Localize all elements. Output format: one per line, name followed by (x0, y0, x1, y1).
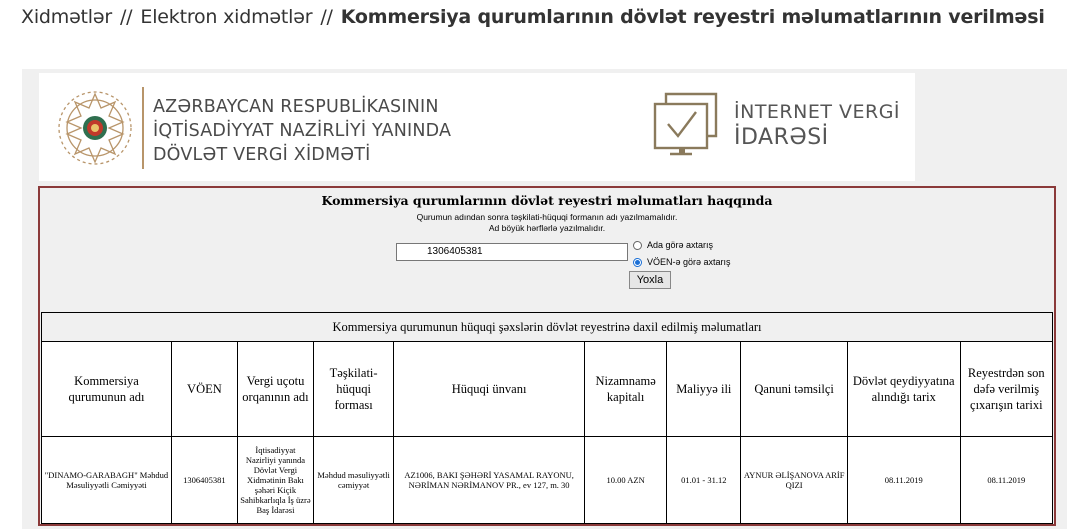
form-hint: Qurumun adından sonra təşkilati-hüquqi formanın adı yazılmamalıdır. (416, 212, 678, 222)
radio-label: VÖEN-ə görə axtarış (647, 257, 731, 267)
table-cell-fiscal-year: 01.01 - 31.12 (667, 437, 741, 524)
table-caption: Kommersiya qurumunun hüquqi şəxslərin dövlət reyestrinə daxil edilmiş məlumatları (42, 313, 1053, 342)
voen-search-input[interactable]: 1306405381 (396, 243, 628, 261)
table-cell-legal-address: AZ1006, BAKI ŞƏHƏRİ YASAMAL RAYONU, NƏRİMAN NƏRİMANOV PR., ev 127, m. 30 (394, 437, 585, 524)
breadcrumb-link-services[interactable]: Xidmətlər (21, 6, 112, 28)
radio-button-selected[interactable] (633, 258, 642, 267)
table-row (42, 437, 1053, 524)
column-header: Qanuni təmsilçi (741, 342, 848, 437)
registry-search-panel (38, 186, 1056, 526)
ministry-title-line: İQTİSADİYYAT NAZİRLİYİ YANINDA (153, 121, 452, 141)
column-header: Maliyyə ili (667, 342, 741, 437)
internet-tax-title-line: İNTERNET VERGİ (734, 101, 901, 123)
breadcrumb-link-e-services[interactable]: Elektron xidmətlər (140, 6, 313, 28)
table-cell-company-name: "DINAMO-GARABAGH" Məhdud Məsuliyyətli Cəmiyyəti (42, 437, 172, 524)
table-cell-tax-office: İqtisadiyyat Nazirliyi yanında Dövlət Vergi Xidmətinin Bakı şəhəri Kiçik Sahibkarlıqla İş üzrə Baş İdarəsi (237, 437, 313, 524)
registry-results-table (41, 312, 1053, 524)
table-cell-registration-date: 08.11.2019 (847, 437, 960, 524)
column-header: Hüquqi ünvanı (394, 342, 585, 437)
column-header: Təşkilati-hüquqi forması (314, 342, 394, 437)
ministry-title-line: AZƏRBAYCAN RESPUBLİKASININ (153, 97, 439, 117)
radio-label: Ada görə axtarış (647, 240, 714, 250)
column-header: Dövlət qeydiyyatına alındığı tarix (847, 342, 960, 437)
radio-button[interactable] (633, 241, 642, 250)
breadcrumb (21, 6, 1045, 28)
table-header-row (42, 342, 1053, 437)
radio-search-by-voen[interactable] (633, 257, 731, 267)
table-cell-extract-date: 08.11.2019 (960, 437, 1052, 524)
column-header: Reyestrdən son dəfə verilmiş çıxarışın tarixi (960, 342, 1052, 437)
tax-service-banner (39, 73, 915, 181)
column-header: Vergi uçotu orqanının adı (237, 342, 313, 437)
column-header: Kommersiya qurumunun adı (42, 342, 172, 437)
radio-search-by-name[interactable] (633, 240, 713, 250)
page-title: Kommersiya qurumlarının dövlət reyestri məlumatlarının verilməsi (340, 6, 1045, 28)
column-header: VÖEN (171, 342, 237, 437)
column-header: Nizamnamə kapitalı (585, 342, 667, 437)
breadcrumb-separator: // (119, 6, 133, 28)
computer-checkmark-icon (652, 90, 720, 162)
ministry-title (153, 95, 451, 167)
breadcrumb-separator: // (320, 6, 333, 28)
table-cell-legal-representative: AYNUR ƏLİŞANOVA ARİF QIZI (741, 437, 848, 524)
form-hint: Ad böyük hərflərlə yazılmalıdır. (488, 223, 606, 233)
internet-tax-office-title (734, 99, 900, 151)
table-cell-charter-capital: 10.00 AZN (585, 437, 667, 524)
state-emblem-icon (55, 88, 135, 168)
banner-divider (142, 87, 144, 169)
table-cell-legal-form: Məhdud məsuliyyətli cəmiyyət (314, 437, 394, 524)
form-title: Kommersiya qurumlarının dövlət reyestri məlumatları haqqında (321, 193, 773, 208)
table-cell-voen: 1306405381 (171, 437, 237, 524)
internet-tax-title-line: İDARƏSİ (734, 125, 829, 150)
ministry-title-line: DÖVLƏT VERGİ XİDMƏTİ (153, 145, 371, 165)
check-button[interactable]: Yoxla (629, 271, 671, 289)
